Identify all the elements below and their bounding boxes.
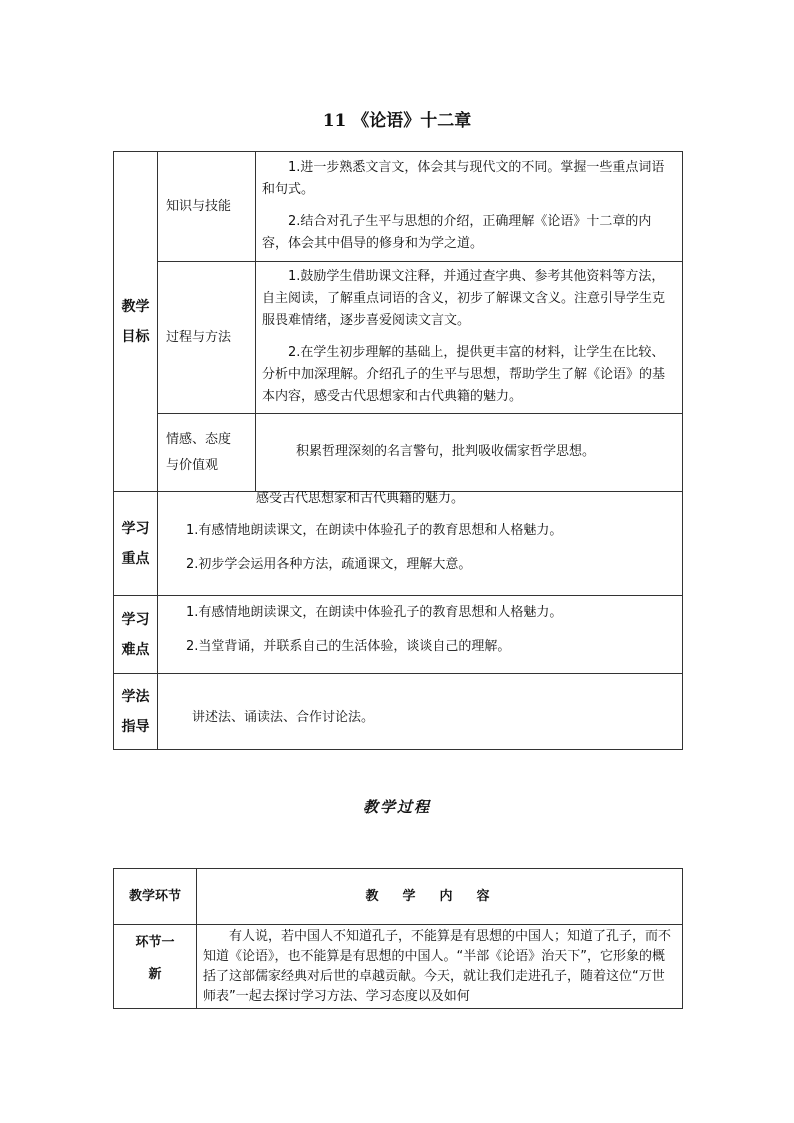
methods-label: 学法 指导 [114, 674, 158, 750]
stage-label: 环节一 新 [114, 925, 197, 1009]
key-points-content: 感受古代思想家和古代典籍的魅力。 1.有感情地朗读课文，在朗读中体验孔子的教育思想和人格魅力。 2.初步学会运用各种方法，疏通课文，理解大意。 [158, 492, 683, 596]
process-table [113, 868, 683, 1009]
objective-category-process: 过程与方法 [158, 262, 256, 414]
objectives-label: 教学 目标 [114, 152, 158, 492]
process-col1-header: 教学环节 [114, 869, 197, 925]
objective-content-process: 1.鼓励学生借助课文注释，并通过查字典、参考其他资料等方法，自主阅读，了解重点词语的含义，初步了解课文含义。注意引导学生克服畏难情绪，逐步喜爱阅读文言文。 2.在学生初步理解的基础上，提供更丰富的材料，让学生在比较、分析中加深理解。介绍孔子的生平与思想，帮助学生了解《论语》的基本内容，感受古代思想家和古代典籍的魅力。 [256, 262, 683, 414]
methods-row [114, 674, 683, 750]
document-title: 11 《论语》十二章 [322, 111, 472, 131]
stage-content: 有人说，若中国人不知道孔子，不能算是有思想的中国人；知道了孔子，而不知道《论语》，也不能算是有思想的中国人。“半部《论语》治天下”，它形象的概括了这部儒家经典对后世的卓越贡献。今天，就让我们走进孔子，随着这位“万世师表”一起去探讨学习方法、学习态度以及如何 [197, 925, 683, 1009]
process-stage-row [114, 925, 683, 1009]
objective-row-process [114, 262, 683, 414]
objective-category-knowledge: 知识与技能 [158, 152, 256, 262]
objective-row-attitude [114, 414, 683, 492]
key-points-row [114, 492, 683, 596]
process-col2-header: 教学内容 [197, 869, 683, 925]
objective-row-knowledge [114, 152, 683, 262]
process-header-row [114, 869, 683, 925]
objective-category-attitude: 情感、态度 与价值观 [158, 414, 256, 492]
objectives-table [113, 151, 683, 750]
key-points-label: 学习 重点 [114, 492, 158, 596]
methods-content: 讲述法、诵读法、合作讨论法。 [158, 674, 683, 750]
difficulties-content: 1.有感情地朗读课文，在朗读中体验孔子的教育思想和人格魅力。 2.当堂背诵，并联系自己的生活体验，谈谈自己的理解。 [158, 596, 683, 674]
objective-content-knowledge: 1.进一步熟悉文言文，体会其与现代文的不同。掌握一些重点词语和句式。 2.结合对孔子生平与思想的介绍，正确理解《论语》十二章的内容，体会其中倡导的修身和为学之道。 [256, 152, 683, 262]
objective-content-attitude: 积累哲理深刻的名言警句，批判吸收儒家哲学思想。 [256, 414, 683, 492]
difficulties-row [114, 596, 683, 674]
section-title: 教学过程 [362, 798, 431, 816]
difficulties-label: 学习 难点 [114, 596, 158, 674]
